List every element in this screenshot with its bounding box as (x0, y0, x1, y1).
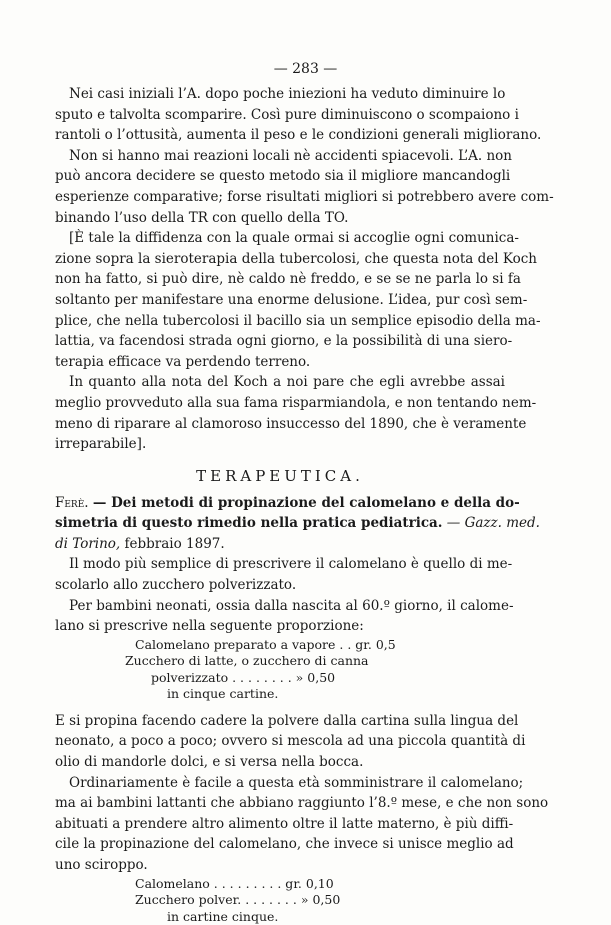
text-line: olio di mandorle dolci, e si versa nella bocca. (55, 754, 364, 771)
article-title-line-2: simetria di questo rimedio nella pratica pediatrica. (55, 515, 443, 532)
prescription-2 (55, 876, 505, 925)
paragraph-3 (55, 228, 541, 372)
text-line: lattia, va facendosi strada ogni giorno, e la possibilità di una siero- (55, 333, 513, 350)
prescription-line: polverizzato . . . . . . . . » 0,50 (151, 669, 336, 685)
prescription-line: Calomelano . . . . . . . . . gr. 0,10 (135, 875, 334, 891)
article-title-line-1: — Dei metodi di propinazione del calomelano e della do- (92, 494, 520, 511)
text-line: Il modo più semplice di prescrivere il calomelano è quello di me- (69, 556, 513, 573)
text-line: rantoli o l’ottusità, aumenta il peso e le condizioni generali migliorano. (55, 127, 542, 144)
prescription-line: in cartine cinque. (167, 908, 279, 924)
prescription-line: in cinque cartine. (167, 686, 279, 702)
page-number: — 283 — (273, 61, 338, 77)
prescription-line: Zucchero polver. . . . . . . . » 0,50 (135, 892, 341, 908)
text-line: sputo e talvolta scomparire. Così pure diminuiscono o scompaiono i (55, 106, 519, 123)
text-line: [È tale la diffidenza con la quale ormai si accoglie ogni comunica- (69, 230, 519, 247)
text-line: In quanto alla nota del Koch a noi pare che egli avrebbe assai (69, 374, 505, 391)
article-source-city: di Torino, (55, 535, 121, 552)
paragraph-4 (55, 372, 537, 454)
paragraph-5 (55, 554, 513, 595)
section-heading: TERAPEUTICA. (196, 466, 364, 485)
text-line: ma ai bambini lattanti che abbiano raggiunto l’8.º mese, e che non sono (55, 795, 549, 812)
text-line: Per bambini neonati, ossia dalla nascita al 60.º giorno, il calome- (69, 597, 514, 614)
text-line: plice, che nella tubercolosi il bacillo sia un semplice episodio della ma- (55, 312, 541, 329)
prescription-line: Calomelano preparato a vapore . . gr. 0,5 (135, 636, 396, 652)
article-title (55, 493, 540, 555)
text-line: Nei casi iniziali l’A. dopo poche iniezioni ha veduto diminuire lo (69, 86, 506, 102)
paragraph-1 (55, 84, 542, 146)
text-line: meglio provveduto alla sua fama risparmiandola, e non tentando nem- (55, 394, 537, 411)
text-line: binando l’uso della TR con quello della TO. (55, 209, 349, 226)
text-line: meno di riparare al clamoroso insuccesso del 1890, che è veramente (55, 415, 527, 432)
prescription-1 (55, 637, 505, 703)
text-line: neonato, a poco a poco; ovvero si mescola ad una piccola quantità di (55, 733, 526, 750)
paragraph-6 (55, 596, 514, 637)
text-line: E si propina facendo cadere la polvere dalla cartina sulla lingua del (55, 712, 519, 729)
text-line: Ordinariamente è facile a questa età somministrare il calomelano; (69, 774, 524, 791)
prescription-line: Zucchero di latte, o zucchero di canna (125, 653, 369, 669)
text-line: cile la propinazione del calomelano, che invece si unisce meglio ad (55, 836, 514, 853)
paragraph-8 (55, 773, 549, 876)
article-date: febbraio 1897. (124, 535, 225, 552)
text-line: lano si prescrive nella seguente proporzione: (55, 618, 364, 635)
article-source: — Gazz. med. (446, 515, 540, 532)
article-author: Ferè. (55, 494, 89, 511)
text-line: soltanto per manifestare una enorme delusione. L’idea, pur così sem- (55, 291, 528, 308)
text-line: Non si hanno mai reazioni locali nè accidenti spiacevoli. L’A. non (69, 147, 512, 164)
text-line: esperienze comparative; forse risultati migliori si potrebbero avere com- (55, 188, 554, 205)
text-line: abituati a prendere altro alimento oltre il latte materno, è più diffi- (55, 815, 514, 832)
text-line: terapia efficace va perdendo terreno. (55, 353, 311, 370)
text-line: può ancora decidere se questo metodo sia il migliore mancandogli (55, 168, 511, 185)
paragraph-2 (55, 146, 554, 228)
text-line: zione sopra la sieroterapia della tubercolosi, che questa nota del Koch (55, 250, 537, 267)
text-line: irreparabile]. (55, 436, 147, 453)
paragraph-7 (55, 711, 526, 773)
text-line: scolarlo allo zucchero polverizzato. (55, 577, 297, 594)
text-line: uno sciroppo. (55, 857, 148, 873)
text-line: non ha fatto, si può dire, nè caldo nè freddo, e se se ne parla lo si fa (55, 271, 521, 288)
text-body (55, 84, 554, 925)
